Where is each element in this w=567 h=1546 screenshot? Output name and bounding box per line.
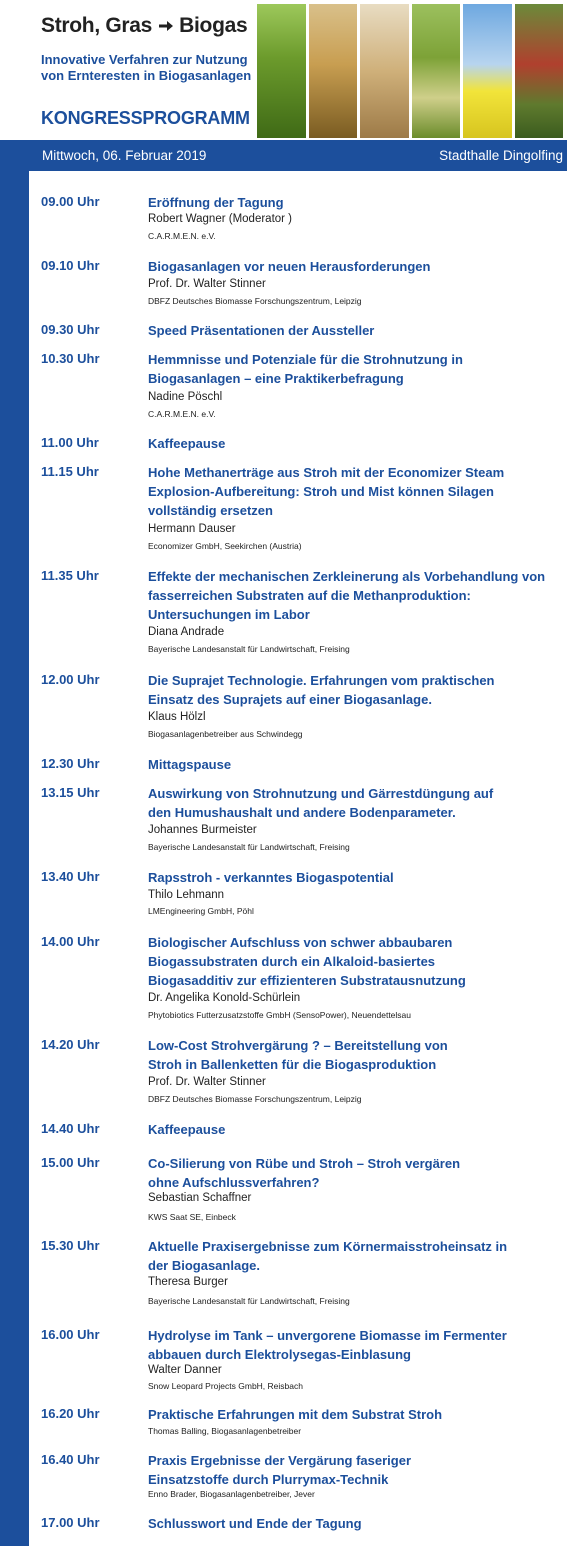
entry-affiliation: DBFZ Deutsches Biomasse Forschungszentrum, Leipzig xyxy=(148,1094,362,1104)
entry-speaker: Nadine Pöschl xyxy=(148,391,223,403)
event-subtitle xyxy=(41,52,256,84)
entry-title: Speed Präsentationen der Aussteller xyxy=(148,323,375,338)
entry-title: Rapsstroh - verkanntes Biogaspotential xyxy=(148,870,394,885)
entry-time: 09.10 Uhr xyxy=(41,258,100,273)
photo-grass xyxy=(257,4,306,138)
entry-affiliation: C.A.R.M.E.N. e.V. xyxy=(148,409,216,419)
entry-title: Biologischer Aufschluss von schwer abbaubaren Biogassubstraten durch ein Alkaloid-basiertes Biogasadditiv zur effizienteren Substratausnutzung xyxy=(148,935,466,988)
event-location: Stadthalle Dingolfing xyxy=(439,148,563,163)
subtitle-line-2: von Ernteresten in Biogasanlagen xyxy=(41,68,252,83)
photo-wheat-ears xyxy=(309,4,358,138)
entry-affiliation: Bayerische Landesanstalt für Landwirtschaft, Freising xyxy=(148,644,350,654)
entry-title: Kaffeepause xyxy=(148,1122,226,1137)
photo-corn xyxy=(412,4,461,138)
entry-time: 16.40 Uhr xyxy=(41,1452,100,1467)
sidebar-accent-bar xyxy=(0,171,29,1546)
entry-affiliation: C.A.R.M.E.N. e.V. xyxy=(148,231,216,241)
entry-time: 11.15 Uhr xyxy=(41,464,99,479)
entry-speaker: Diana Andrade xyxy=(148,626,225,638)
date-bar xyxy=(0,140,567,171)
entry-title: Praktische Erfahrungen mit dem Substrat Stroh xyxy=(148,1407,443,1422)
entry-speaker: Dr. Angelika Konold-Schürlein xyxy=(148,992,301,1004)
entry-title: Co-Silierung von Rübe und Stroh – Stroh vergären ohne Aufschlussverfahren? xyxy=(148,1156,461,1190)
entry-affiliation: Snow Leopard Projects GmbH, Reisbach xyxy=(148,1381,303,1391)
entry-title: Hydrolyse im Tank – unvergorene Biomasse im Fermenter abbauen durch Elektrolysegas-Einblasung xyxy=(148,1328,507,1362)
entry-time: 14.00 Uhr xyxy=(41,934,100,949)
entry-time: 15.00 Uhr xyxy=(41,1155,100,1170)
entry-time: 11.00 Uhr xyxy=(41,435,99,450)
entry-time: 13.15 Uhr xyxy=(41,785,100,800)
entry-time: 12.30 Uhr xyxy=(41,756,100,771)
program-heading: KONGRESSPROGRAMM xyxy=(41,108,250,128)
entry-speaker: Theresa Burger xyxy=(148,1276,228,1288)
entry-affiliation: Thomas Balling, Biogasanlagenbetreiber xyxy=(148,1426,302,1436)
entry-title: Die Suprajet Technologie. Erfahrungen vom praktischen Einsatz des Suprajets auf einer Biogasanlage. xyxy=(148,673,495,707)
photo-rapeseed-field xyxy=(463,4,512,138)
entry-speaker: Hermann Dauser xyxy=(148,523,236,535)
entry-affiliation: Phytobiotics Futterzusatzstoffe GmbH (SensoPower), Neuendettelsau xyxy=(148,1010,411,1020)
event-title xyxy=(41,14,247,38)
entry-title: Mittagspause xyxy=(148,757,232,772)
entry-affiliation: KWS Saat SE, Einbeck xyxy=(148,1212,236,1222)
entry-speaker: Thilo Lehmann xyxy=(148,889,225,901)
photo-strip xyxy=(257,4,563,138)
entry-title: Hohe Methanerträge aus Stroh mit der Economizer Steam Explosion-Aufbereitung: Stroh und Mist können Silagen vollständig ersetzen xyxy=(148,465,505,518)
entry-title: Kaffeepause xyxy=(148,436,226,451)
entry-time: 16.00 Uhr xyxy=(41,1327,100,1342)
entry-affiliation: Bayerische Landesanstalt für Landwirtschaft, Freising xyxy=(148,842,350,852)
entry-time: 13.40 Uhr xyxy=(41,869,100,884)
entry-title: Eröffnung der Tagung xyxy=(148,195,284,210)
entry-title: Effekte der mechanischen Zerkleinerung als Vorbehandlung von fasserreichen Substraten auf die Methanproduktion: Untersuchungen im Labor xyxy=(148,569,546,622)
entry-affiliation: DBFZ Deutsches Biomasse Forschungszentrum, Leipzig xyxy=(148,296,362,306)
entry-title: Biogasanlagen vor neuen Herausforderungen xyxy=(148,259,431,274)
entry-time: 11.35 Uhr xyxy=(41,568,99,583)
entry-title: Hemmnisse und Potenziale für die Strohnutzung in Biogasanlagen – eine Praktikerbefragung xyxy=(148,352,463,386)
entry-title: Auswirkung von Strohnutzung und Gärrestdüngung auf den Humushaushalt und andere Bodenparameter. xyxy=(148,786,494,820)
entry-speaker: Robert Wagner (Moderator ) xyxy=(148,213,293,225)
entry-time: 09.30 Uhr xyxy=(41,322,100,337)
entry-time: 12.00 Uhr xyxy=(41,672,100,687)
entry-time: 14.20 Uhr xyxy=(41,1037,100,1052)
entry-affiliation: Biogasanlagenbetreiber aus Schwindegg xyxy=(148,729,303,739)
entry-title: Praxis Ergebnisse der Vergärung faseriger Einsatzstoffe durch Plurrymax-Technik xyxy=(148,1453,412,1487)
title-part-biogas: Biogas xyxy=(179,14,248,37)
entry-title: Aktuelle Praxisergebnisse zum Körnermaisstroheinsatz in der Biogasanlage. xyxy=(148,1239,508,1273)
entry-time: 10.30 Uhr xyxy=(41,351,100,366)
header xyxy=(0,0,567,140)
right-arrow-icon xyxy=(159,21,173,31)
entry-speaker: Klaus Hölzl xyxy=(148,711,206,723)
entry-speaker: Walter Danner xyxy=(148,1364,222,1376)
event-date: Mittwoch, 06. Februar 2019 xyxy=(42,148,207,163)
entry-time: 09.00 Uhr xyxy=(41,194,100,209)
entry-speaker: Prof. Dr. Walter Stinner xyxy=(148,1076,266,1088)
entry-time: 17.00 Uhr xyxy=(41,1515,100,1530)
photo-poppy-meadow xyxy=(515,4,564,138)
photo-straw xyxy=(360,4,409,138)
title-part-straw-grass: Stroh, Gras xyxy=(41,14,153,37)
entry-title: Low-Cost Strohvergärung ? – Bereitstellung von Stroh in Ballenketten für die Biogasproduktion xyxy=(148,1038,448,1072)
entry-title: Schlusswort und Ende der Tagung xyxy=(148,1516,362,1531)
entry-time: 14.40 Uhr xyxy=(41,1121,100,1136)
entry-affiliation: Bayerische Landesanstalt für Landwirtschaft, Freising xyxy=(148,1296,350,1306)
entry-speaker: Johannes Burmeister xyxy=(148,824,257,836)
entry-affiliation: Economizer GmbH, Seekirchen (Austria) xyxy=(148,541,302,551)
entry-time: 16.20 Uhr xyxy=(41,1406,100,1421)
entry-affiliation: LMEngineering GmbH, Pöhl xyxy=(148,906,254,916)
entry-time: 15.30 Uhr xyxy=(41,1238,100,1253)
subtitle-line-1: Innovative Verfahren zur Nutzung xyxy=(41,52,248,67)
entry-affiliation: Enno Brader, Biogasanlagenbetreiber, Jever xyxy=(148,1489,315,1499)
entry-speaker: Sebastian Schaffner xyxy=(148,1192,252,1204)
entry-speaker: Prof. Dr. Walter Stinner xyxy=(148,278,266,290)
